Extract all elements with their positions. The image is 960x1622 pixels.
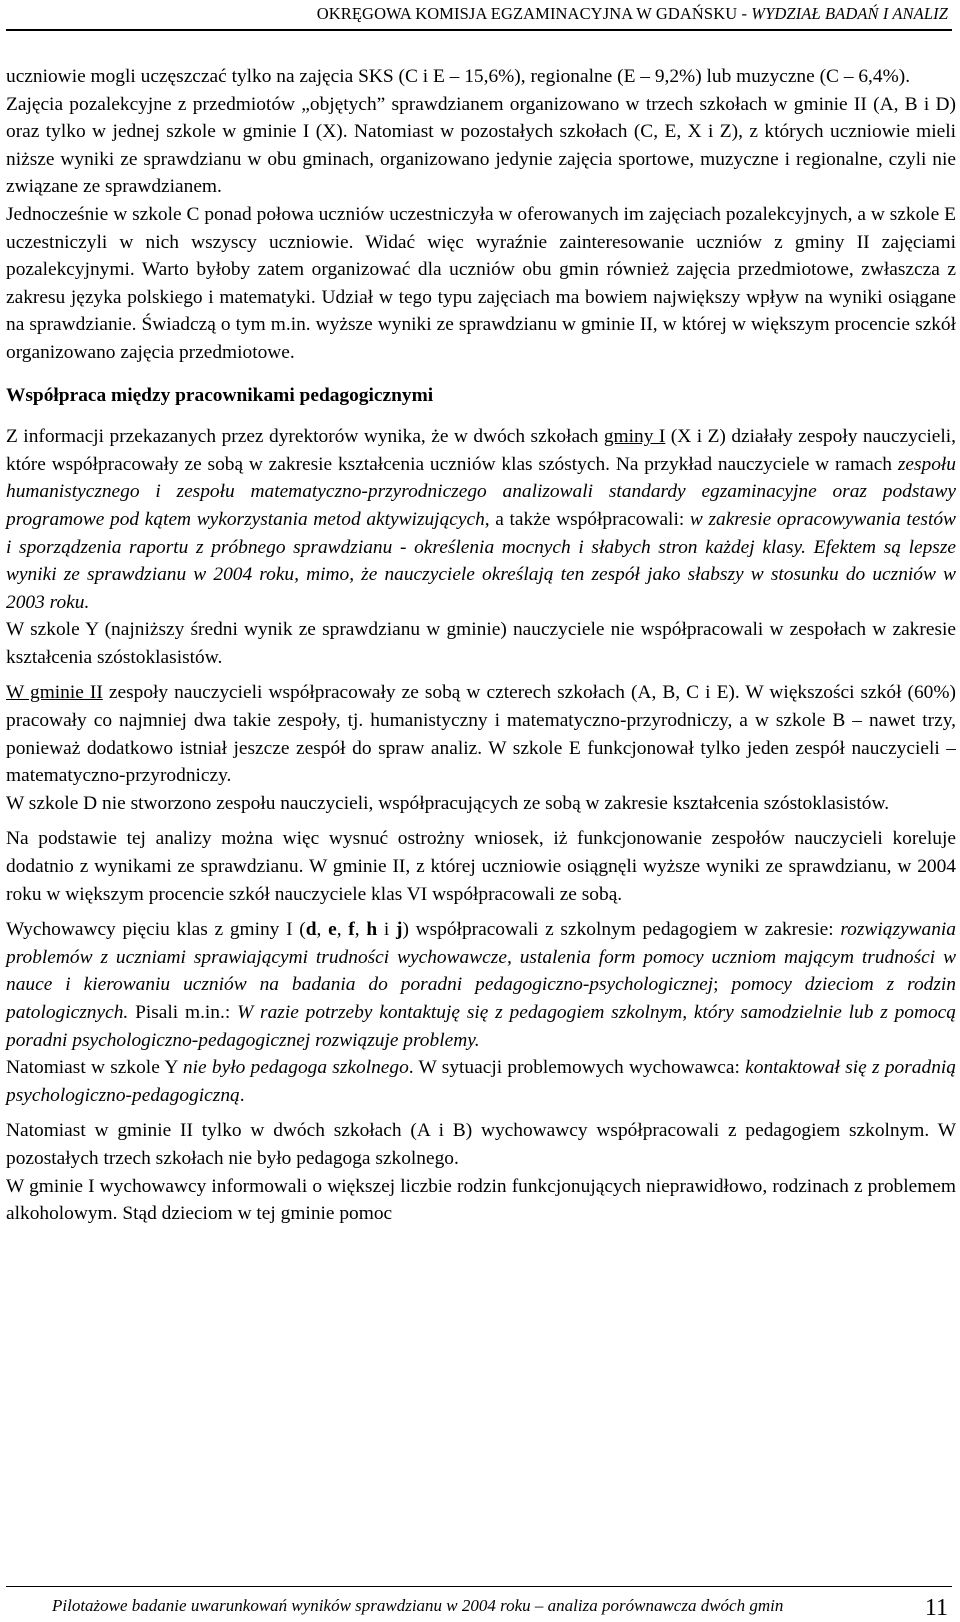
- paragraph-10: Natomiast w szkole Y nie było pedagoga szkolnego. W sytuacji problemowych wychowawca: kontaktował się z poradnią psychologiczno-pedagogiczną.: [6, 1057, 956, 1106]
- header-department: WYDZIAŁ BADAŃ I ANALIZ: [751, 4, 948, 23]
- paragraph-8: Na podstawie tej analizy można więc wysnuć ostrożny wniosek, iż funkcjonowanie zespołów nauczycieli koreluje dodatnio z wynikami ze sprawdzianu. W gminie II, z której uczniowie osiągnęli wyższe wyniki ze sprawdzianu, w 2004 roku w większym procencie szkół nauczyciele klas VI współpracowali ze sobą.: [6, 828, 956, 905]
- footer-title: Pilotażowe badanie uwarunkowań wyników sprawdzianu w 2004 roku – analiza porównawcza dwóch gmin: [52, 1596, 784, 1615]
- section-heading: Współpraca między pracownikami pedagogicznymi: [6, 384, 434, 406]
- footer-divider: [6, 1586, 952, 1587]
- paragraph-11: Natomiast w gminie II tylko w dwóch szkołach (A i B) wychowawcy współpracowali z pedagogiem szkolnym. W pozostałych trzech szkołach nie było pedagoga szkolnego.: [6, 1120, 956, 1169]
- paragraph-5: W szkole Y (najniższy średni wynik ze sprawdzianu w gminie) nauczyciele nie współpracowali w zespołach w zakresie kształcenia szóstoklasistów.: [6, 619, 956, 668]
- paragraph-9: Wychowawcy pięciu klas z gminy I (d, e, f, h i j) współpracowali z szkolnym pedagogiem w zakresie: rozwiązywania problemów z uczniami sprawiającymi trudności wychowawcze, ustalenia form pomocy uczniom mającym trudności w nauce i kierowaniu uczniów na badania do poradni pedagogiczno-psychologicznej; pomocy dzieciom z rodzin patologicznych. Pisali m.in.: W razie potrzeby kontaktuję się z pedagogiem szkolnym, który samodzielnie lub z pomocą poradni psychologiczno-pedagogicznej rozwiązuje problemy.: [6, 919, 957, 1051]
- page-footer: [0, 1582, 960, 1622]
- header-divider: [6, 29, 952, 31]
- header-commission: OKRĘGOWA KOMISJA EGZAMINACYJNA W GDAŃSKU -: [316, 4, 752, 23]
- paragraph-2: Zajęcia pozalekcyjne z przedmiotów „objętych” sprawdzianem organizowano w trzech szkołach w gminie II (A, B i D) oraz tylko w jednej szkole w gminie I (X). Natomiast w pozostałych szkołach (C, E, X i Z), z których uczniowie mieli niższe wyniki ze sprawdzianu w obu gminach, organizowano jedynie zajęcia sportowe, muzyczne i regionalne, czyli nie związane ze sprawdzianem.: [6, 93, 956, 198]
- page-number: 11: [924, 1595, 948, 1621]
- paragraph-3: Jednocześnie w szkole C ponad połowa uczniów uczestniczyła w oferowanych im zajęciach pozalekcyjnych, a w szkole E uczestniczyli w nich wszyscy uczniowie. Widać więc wyraźnie zainteresowanie uczniów z gminy II zajęciami pozalekcyjnymi. Warto byłoby zatem organizować dla uczniów obu gmin również zajęcia przedmiotowe, zwłaszcza z zakresu języka polskiego i matematyki. Udział w tego typu zajęciach ma bowiem największy wpływ na wyniki osiągane na sprawdzianie. Świadczą o tym m.in. wyższe wyniki ze sprawdzianu w gminie II, w której w większym procencie szkół organizowano zajęcia przedmiotowe.: [6, 203, 956, 363]
- header-title: [0, 4, 948, 24]
- paragraph-1: uczniowie mogli uczęszczać tylko na zajęcia SKS (C i E – 15,6%), regionalne (E – 9,2%) lub muzyczne (C – 6,4%).: [6, 66, 911, 87]
- paragraph-7: W szkole D nie stworzono zespołu nauczycieli, współpracujących ze sobą w zakresie kształcenia szóstoklasistów.: [6, 792, 890, 814]
- document-body: [6, 63, 956, 1228]
- page-header: [0, 0, 960, 30]
- paragraph-12: W gminie I wychowawcy informowali o większej liczbie rodzin funkcjonujących nieprawidłowo, rodzinach z problemem alkoholowym. Stąd dzieciom w tej gminie pomoc: [6, 1175, 956, 1225]
- paragraph-4: Z informacji przekazanych przez dyrektorów wynika, że w dwóch szkołach gminy I (X i Z) działały zespoły nauczycieli, które współpracowały ze sobą w zakresie kształcenia uczniów klas szóstych. Na przykład nauczyciele w ramach zespołu humanistycznego i zespołu matematyczno-przyrodniczego analizowali standardy egzaminacyjne oraz podstawy programowe pod kątem wykorzystania metod aktywizujących, a także współpracowali: w zakresie opracowywania testów i sporządzenia raportu z próbnego sprawdzianu - określenia mocnych i słabych stron każdej klasy. Efektem są lepsze wyniki ze sprawdzianu w 2004 roku, mimo, że nauczyciele określają ten zespół jako słabszy w stosunku do uczniów w 2003 roku.: [6, 426, 957, 613]
- paragraph-6: W gminie II zespoły nauczycieli współpracowały ze sobą w czterech szkołach (A, B, C i E). W większości szkół (60%) pracowały co najmniej dwa takie zespoły, tj. humanistyczny i matematyczno-przyrodniczy, a w szkole B – nawet trzy, ponieważ dodatkowo istniał jeszcze zespół do spraw analiz. W szkole E funkcjonował tylko jeden zespół nauczycieli – matematyczno-przyrodniczy.: [6, 682, 956, 787]
